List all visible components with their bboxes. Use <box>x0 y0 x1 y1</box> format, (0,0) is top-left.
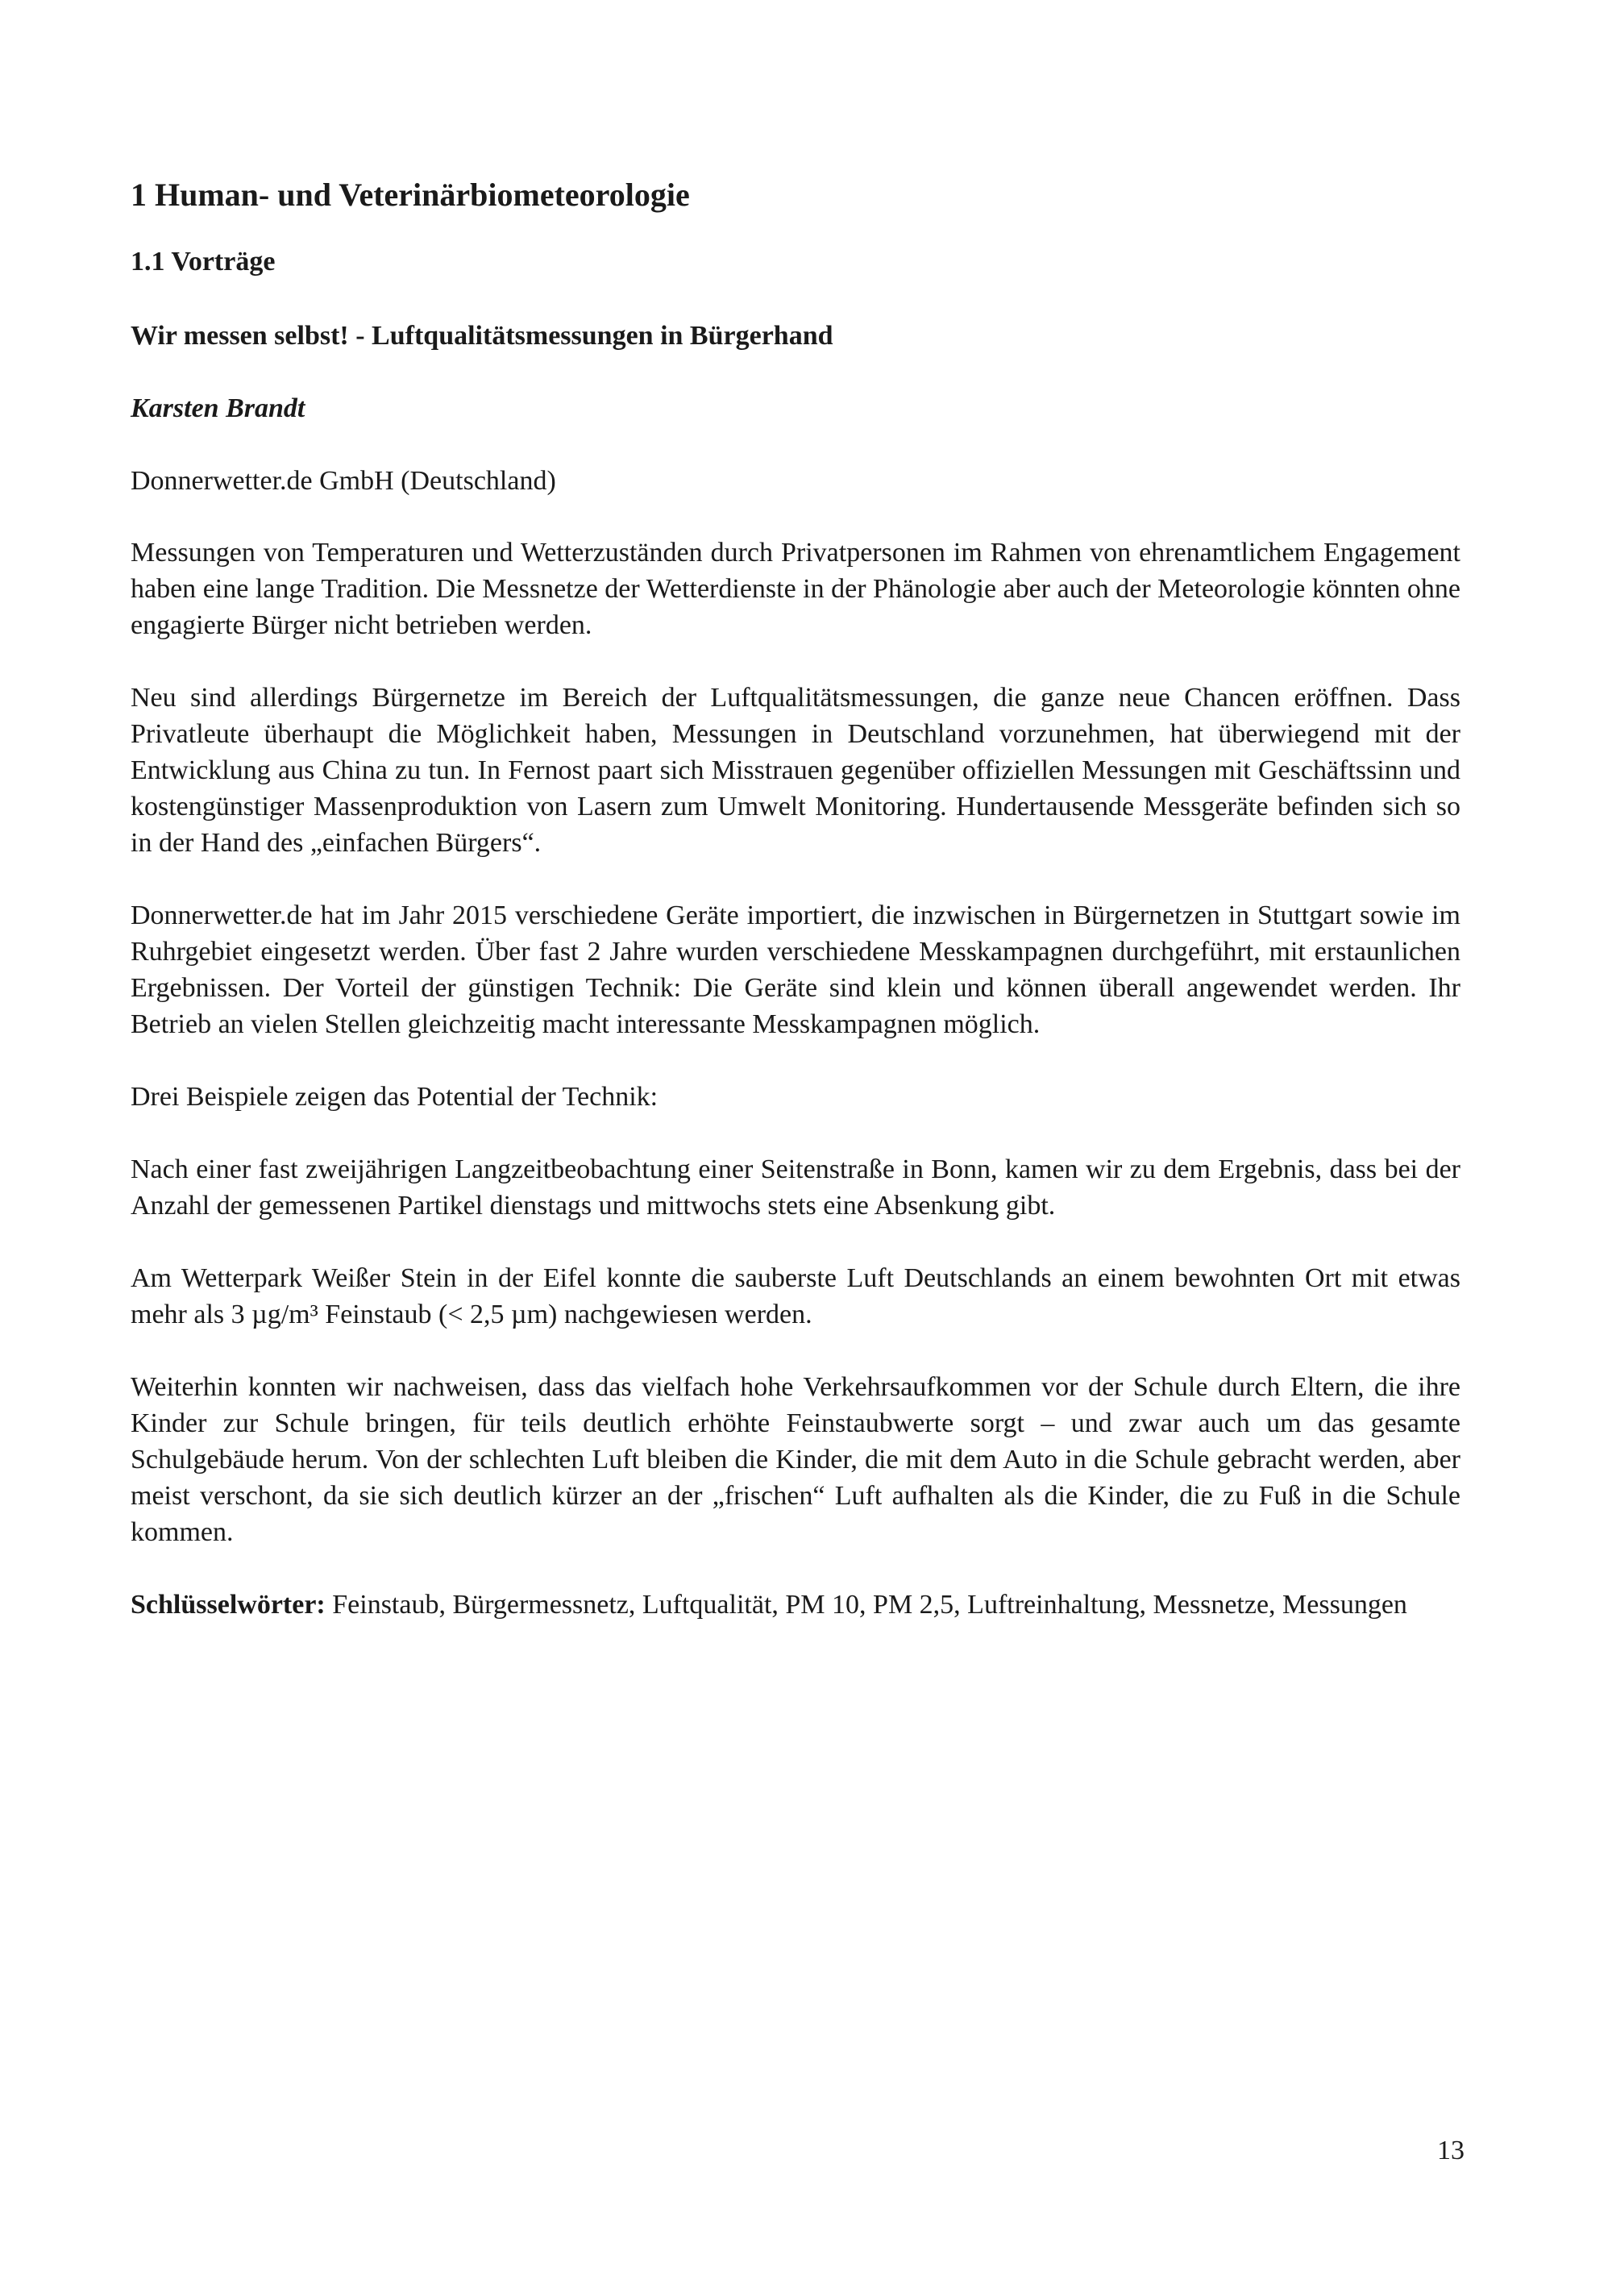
keywords <box>131 1587 1460 1623</box>
body-paragraph: Neu sind allerdings Bürgernetze im Bereich der Luftqualitätsmessungen, die ganze neue Chancen eröffnen. Dass Privatleute überhaupt die Möglichkeit haben, Messungen in Deutschland vorzunehmen, hat überwiegend mit der Entwicklung aus China zu tun. In Fernost paart sich Misstrauen gegenüber offiziellen Messungen mit Geschäftssinn und kostengünstiger Massenproduktion von Lasern zum Umwelt Monitoring. Hundertausende Messgeräte befinden sich so in der Hand des „einfachen Bürgers“. <box>131 683 1460 858</box>
chapter-title: 1 Human- und Veterinärbiometeorologie <box>131 177 690 213</box>
author-affiliation: Donnerwetter.de GmbH (Deutschland) <box>131 466 556 496</box>
body-paragraph: Weiterhin konnten wir nachweisen, dass das vielfach hohe Verkehrsaufkommen vor der Schule durch Eltern, die ihre Kinder zur Schule bringen, für teils deutlich erhöhte Feinstaubwerte sorgt – und zwar auch um das gesamte Schulgebäude herum. Von der schlechten Luft bleiben die Kinder, die mit dem Auto in die Schule gebracht werden, aber meist verschont, da sie sich deutlich kürzer an der „frischen“ Luft aufhalten als die Kinder, die zu Fuß in die Schule kommen. <box>131 1372 1460 1547</box>
body-paragraph: Drei Beispiele zeigen das Potential der Technik: <box>131 1082 659 1112</box>
page-content <box>131 173 1460 1623</box>
keywords-text: Feinstaub, Bürgermessnetz, Luftqualität, PM 10, PM 2,5, Luftreinhaltung, Messnetze, Messungen <box>325 1590 1407 1620</box>
body-paragraph: Donnerwetter.de hat im Jahr 2015 verschiedene Geräte importiert, die inzwischen in Bürgernetzen in Stuttgart sowie im Ruhrgebiet eingesetzt werden. Über fast 2 Jahre wurden verschiedene Messkampagnen durchgeführt, mit erstaunlichen Ergebnissen. Der Vorteil der günstigen Technik: Die Geräte sind klein und können überall angewendet werden. Ihr Betrieb an vielen Stellen gleichzeitig macht interessante Messkampagnen möglich. <box>131 901 1460 1039</box>
author-name: Karsten Brandt <box>131 393 305 423</box>
body-paragraph: Nach einer fast zweijährigen Langzeitbeobachtung einer Seitenstraße in Bonn, kamen wir zu dem Ergebnis, dass bei der Anzahl der gemessenen Partikel dienstags und mittwochs stets eine Absenkung gibt. <box>131 1154 1460 1221</box>
section-title: 1.1 Vorträge <box>131 247 276 277</box>
keywords-label: Schlüsselwörter: <box>131 1590 326 1620</box>
body-paragraph: Am Wetterpark Weißer Stein in der Eifel konnte die sauberste Luft Deutschlands an einem bewohnten Ort mit etwas mehr als 3 µg/m³ Feinstaub (< 2,5 µm) nachgewiesen werden. <box>131 1263 1460 1329</box>
talk-title: Wir messen selbst! - Luftqualitätsmessungen in Bürgerhand <box>131 321 833 351</box>
page-number: 13 <box>1437 2136 1465 2165</box>
body-paragraph: Messungen von Temperaturen und Wetterzuständen durch Privatpersonen im Rahmen von ehrenamtlichem Engagement haben eine lange Tradition. Die Messnetze der Wetterdienste in der Phänologie aber auch der Meteorologie könnten ohne engagierte Bürger nicht betrieben werden. <box>131 538 1460 640</box>
